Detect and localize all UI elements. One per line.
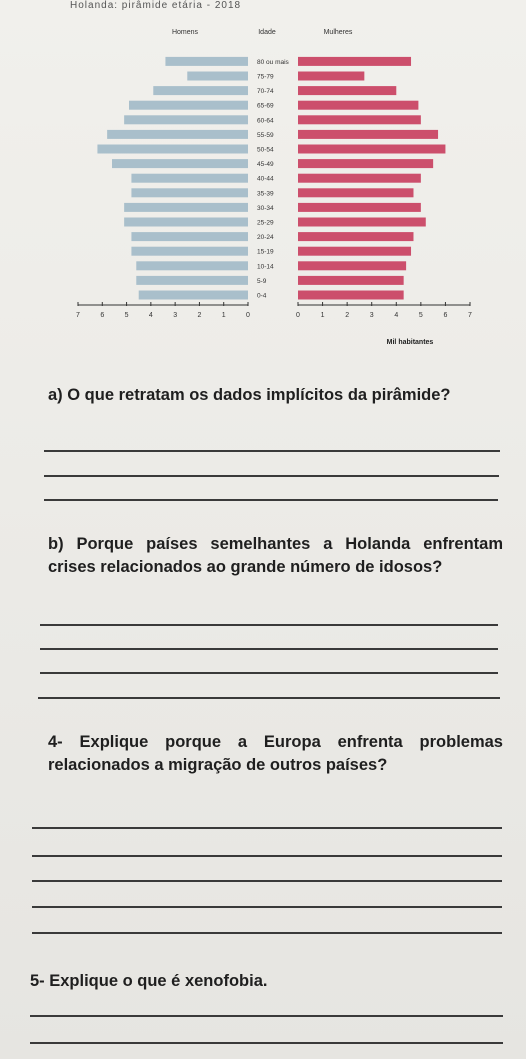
answer-line[interactable] [40, 672, 498, 674]
age-pyramid-chart [40, 12, 510, 350]
answer-line[interactable] [32, 880, 502, 882]
question-5: 5- Explique o que é xenofobia. [30, 972, 268, 990]
left-tick-label: 1 [221, 312, 226, 319]
mulheres-bar [298, 159, 433, 168]
answer-line[interactable] [30, 1015, 503, 1017]
homens-bar [136, 261, 248, 270]
age-label: 40-44 [257, 175, 274, 183]
age-label: 80 ou mais [257, 58, 289, 66]
age-label: 65-69 [257, 102, 274, 110]
mulheres-bar [298, 86, 396, 95]
age-label: 25-29 [257, 219, 274, 227]
age-label: 50-54 [257, 146, 274, 154]
chart-title: Holanda: pirâmide etária - 2018 [70, 0, 242, 11]
mulheres-bar [298, 276, 404, 285]
homens-bar [153, 86, 248, 95]
age-label: 45-49 [257, 161, 274, 169]
left-tick-label: 6 [100, 312, 105, 319]
age-label: 20-24 [257, 234, 274, 242]
left-tick-label: 0 [246, 312, 250, 319]
question-b: b) Porque países semelhantes a Holanda enfrentam crises relacionados ao grande número de idosos? [48, 535, 503, 576]
homens-bar [124, 115, 248, 124]
answer-line[interactable] [30, 1042, 503, 1044]
question-a: a) O que retratam os dados implícitos da pirâmide? [48, 386, 451, 404]
homens-bar [124, 203, 248, 212]
left-tick-label: 5 [124, 312, 129, 319]
mulheres-bars [298, 57, 445, 300]
mulheres-bar [298, 145, 445, 154]
mulheres-bar [298, 261, 406, 270]
mulheres-bar [298, 232, 413, 241]
idade-header: Idade [258, 29, 276, 36]
right-tick-label: 7 [468, 312, 472, 319]
answer-line[interactable] [32, 932, 502, 934]
mulheres-bar [298, 101, 418, 110]
age-label: 15-19 [257, 248, 274, 256]
homens-bar [139, 291, 248, 300]
right-tick-label: 4 [394, 312, 399, 319]
right-tick-label: 0 [296, 312, 300, 319]
answer-line[interactable] [32, 906, 502, 908]
homens-bar [97, 145, 248, 154]
mulheres-header: Mulheres [323, 29, 353, 36]
homens-bar [187, 72, 248, 81]
x-axes [76, 302, 472, 319]
age-label: 75-79 [257, 73, 274, 81]
answer-line[interactable] [44, 475, 499, 477]
age-label: 55-59 [257, 131, 274, 139]
right-tick-label: 3 [369, 312, 374, 319]
answer-line[interactable] [32, 855, 502, 857]
answer-line[interactable] [44, 499, 498, 501]
mulheres-bar [298, 203, 421, 212]
answer-line[interactable] [32, 827, 502, 829]
answer-line[interactable] [38, 697, 500, 699]
age-pyramid-svg [40, 12, 510, 350]
homens-bars [97, 57, 248, 300]
left-tick-label: 4 [148, 312, 153, 319]
mulheres-bar [298, 218, 426, 227]
age-label: 30-34 [257, 204, 274, 212]
homens-bar [107, 130, 248, 139]
age-label: 5-9 [257, 277, 267, 285]
right-tick-label: 6 [443, 312, 448, 319]
question-4: 4- Explique porque a Europa enfrenta problemas relacionados a migração de outros países? [48, 733, 503, 774]
homens-bar [124, 218, 248, 227]
homens-bar [129, 101, 248, 110]
homens-bar [131, 232, 248, 241]
homens-bar [112, 159, 248, 168]
homens-bar [131, 174, 248, 183]
age-labels [257, 59, 290, 300]
homens-bar [131, 247, 248, 256]
age-label: 35-39 [257, 190, 274, 198]
homens-bar [131, 188, 248, 197]
homens-header: Homens [171, 29, 199, 36]
left-tick-label: 2 [197, 312, 202, 319]
age-label: 70-74 [257, 88, 274, 96]
left-tick-label: 3 [173, 312, 178, 319]
right-tick-label: 2 [345, 312, 350, 319]
mulheres-bar [298, 174, 421, 183]
right-tick-label: 5 [418, 312, 423, 319]
left-tick-label: 7 [76, 312, 80, 319]
age-label: 10-14 [257, 263, 274, 271]
answer-line[interactable] [44, 450, 500, 452]
homens-bar [165, 57, 248, 66]
answer-line[interactable] [40, 624, 498, 626]
homens-bar [136, 276, 248, 285]
age-label: 60-64 [257, 117, 274, 125]
mulheres-bar [298, 130, 438, 139]
mulheres-bar [298, 247, 411, 256]
mulheres-bar [298, 291, 404, 300]
x-axis-label: Mil habitantes [386, 339, 434, 346]
age-label: 0-4 [257, 292, 267, 300]
answer-line[interactable] [40, 648, 498, 650]
mulheres-bar [298, 115, 421, 124]
right-tick-label: 1 [320, 312, 325, 319]
mulheres-bar [298, 188, 413, 197]
mulheres-bar [298, 72, 364, 81]
mulheres-bar [298, 57, 411, 66]
